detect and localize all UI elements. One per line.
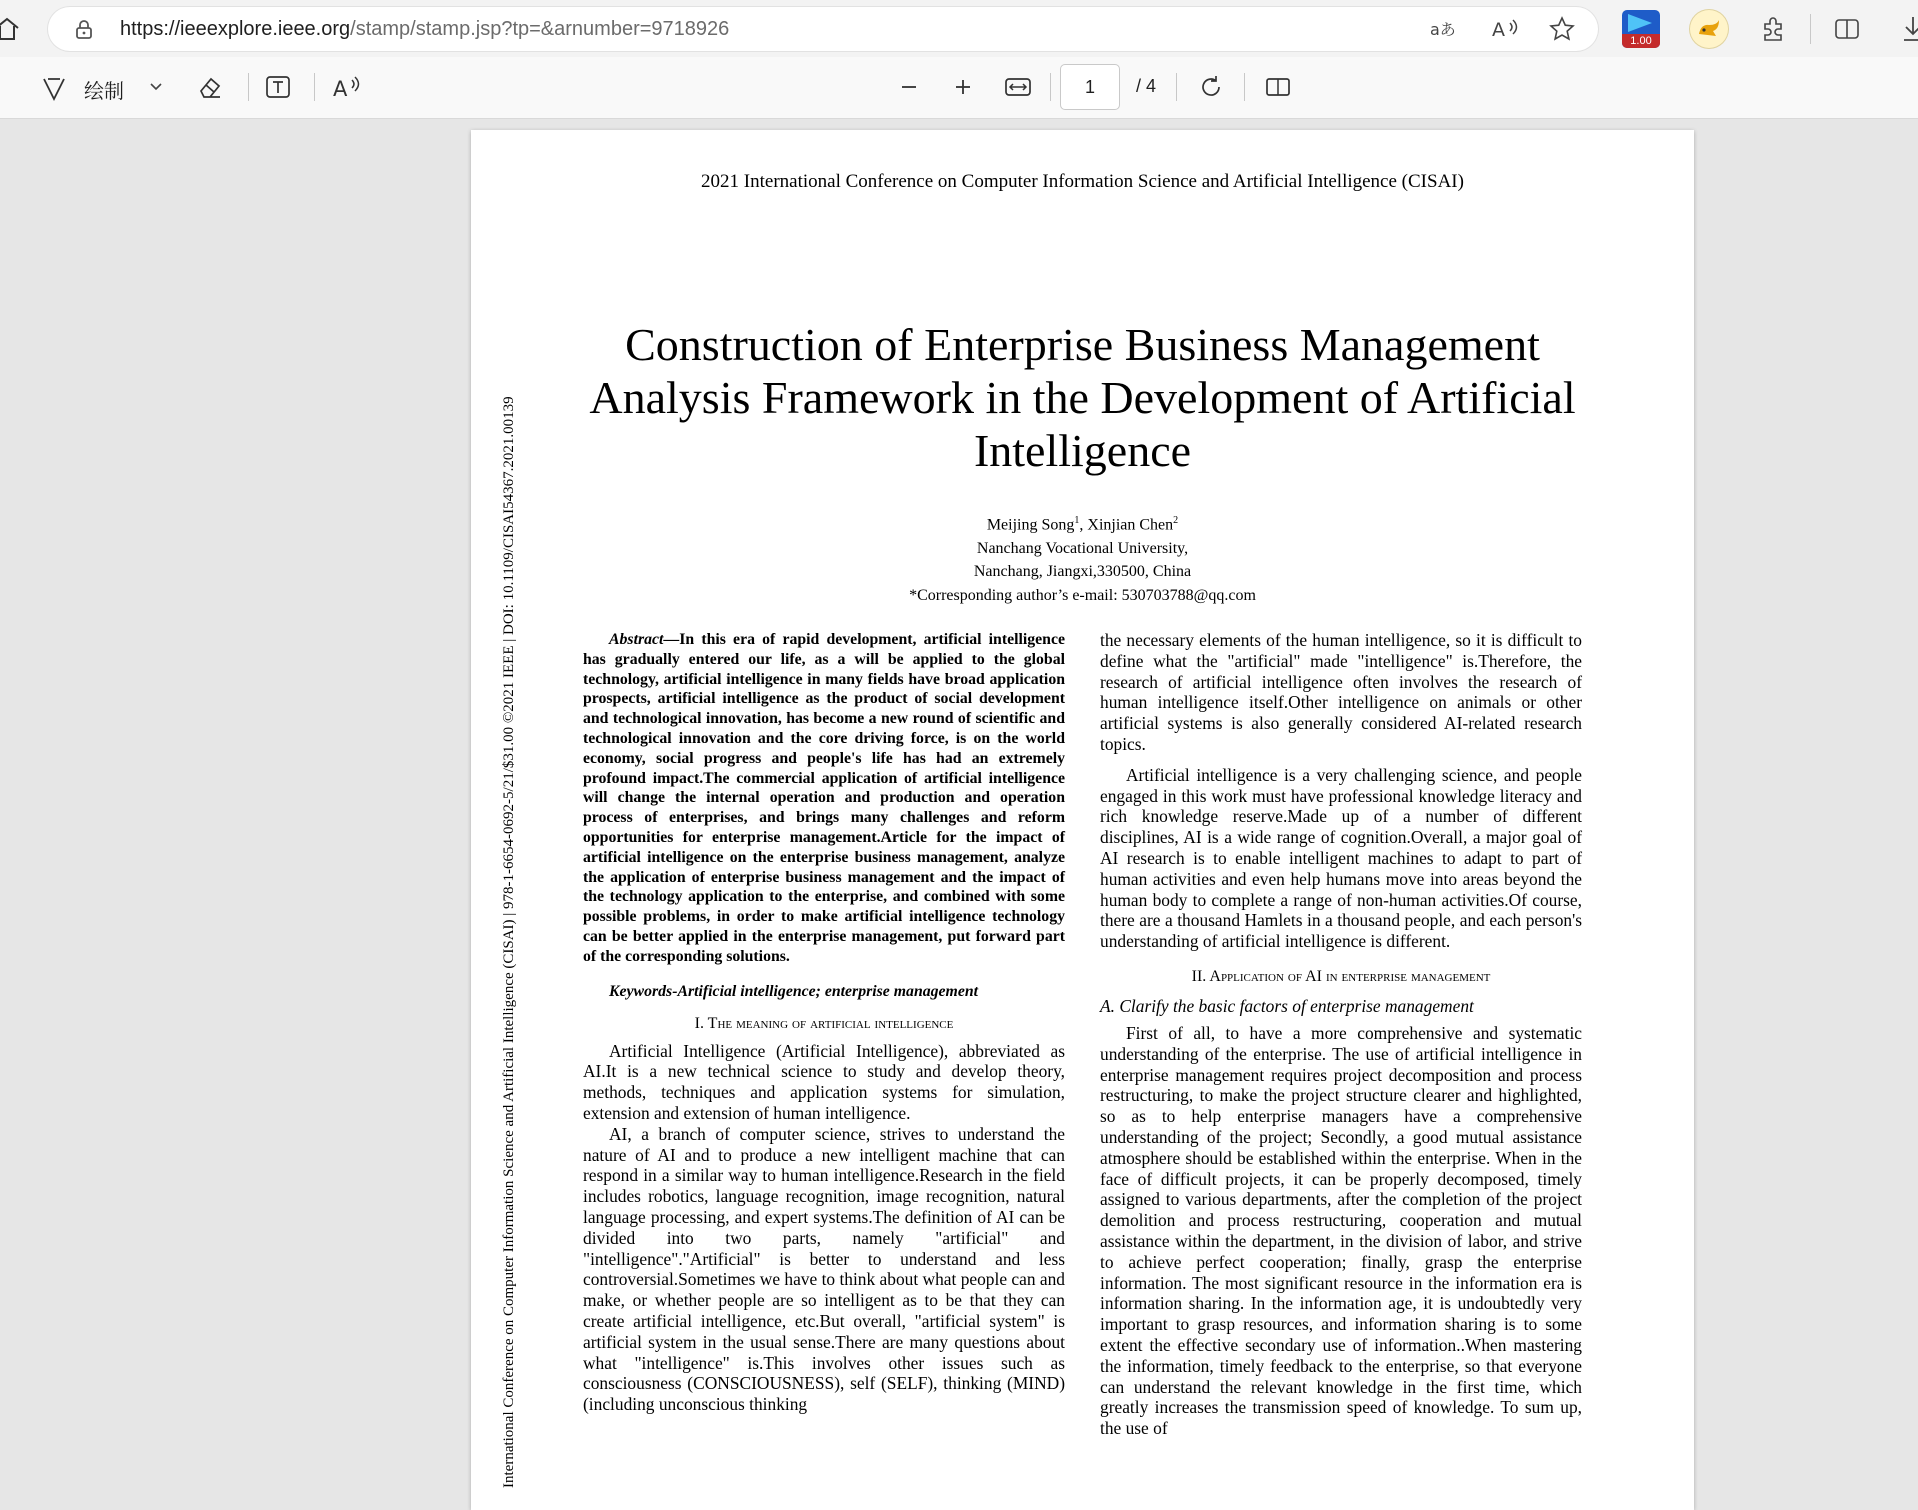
author-2-affil-mark: 2 — [1173, 515, 1179, 526]
lock-icon[interactable] — [74, 19, 94, 39]
browser-address-bar — [0, 0, 1918, 57]
doi-side-note: International Conference on Computer Information Science and Artificial Intelligence (CISAI) | 978-1-6654-0692-5/21/$31.00 ©2021 IEEE | DOI: 10.1109/CISAI54367.2021.00139 — [501, 396, 517, 1488]
toolbar-divider — [248, 73, 249, 101]
home-icon[interactable] — [0, 14, 22, 44]
url-text[interactable] — [120, 18, 729, 41]
zoom-out-icon[interactable] — [893, 71, 925, 103]
svg-text:aあ: aあ — [1430, 20, 1456, 39]
tampermonkey-extension-icon[interactable] — [1690, 10, 1728, 48]
abstract-body: —In this era of rapid development, artificial intelligence has gradually entered our life, as a will be applied to the global technology, artificial intelligence in many fields have broad application prospects, artificial intelligence as the product of social development and technological innovation, has become a new round of scientific and technological innovation and the core driving force, is on the world economy, social progress and people's life has had an extremely profound impact.The commercial application of artificial intelligence will change the internal operation and production and operation process of enterprises, and brings many challenges and reform opportunities for enterprise management.Article for the impact of artificial intelligence on the enterprise business management, analyze the application of enterprise business management and the impact of the technology application to the enterprise, and combined with some possible problems, in order to make artificial intelligence technology can be better applied in the enterprise management, put forward part of the corresponding solutions. — [583, 631, 1065, 965]
extension-logo-icon — [1628, 14, 1652, 32]
url-bar[interactable] — [48, 7, 1598, 51]
rotate-icon[interactable] — [1195, 71, 1227, 103]
right-paragraph-1: the necessary elements of the human intelligence, so it is difficult to define what the "artificial" made "intelligence" is.Therefore, the research of artificial intelligence often involves the research of human intelligence itself.Other intelligence on animals or other artificial systems is also generally considered AI-related research topics. — [1100, 630, 1582, 754]
keywords: Keywords-Artificial intelligence; enterprise management — [609, 982, 979, 1000]
author-names — [471, 509, 1694, 537]
subsection-a-heading: A. Clarify the basic factors of enterprise management — [1100, 995, 1474, 1016]
section-1-paragraph-1: Artificial Intelligence (Artificial Intelligence), abbreviated as AI.It is a new technical science to study and develop theory, methods, techniques and application systems for simulation, extension and extension of human intelligence. — [583, 1040, 1065, 1123]
pdf-toolbar — [0, 57, 1918, 119]
location: Nanchang, Jiangxi,330500, China — [973, 563, 1192, 581]
page-number-input[interactable]: 1 — [1060, 64, 1120, 110]
author-1-affil-mark: 1 — [1074, 515, 1080, 526]
url-path: /stamp/stamp.jsp?tp=&arnumber=9718926 — [350, 18, 730, 40]
section-1-paragraph-2: AI, a branch of computer science, strives to understand the nature of AI and to produce a new intelligent machine that can respond in a similar way to human intelligence.Research in the field includes robotics, language recognition, image recognition, natural language processing, and expert systems.The definition of AI can be divided into two parts, namely "artificial" and "intelligence"."Artificial" is better to understand and less controversial.Sometimes we have to think about what people can and make, or whether people are so intelligent as to be that they can create artificial intelligence, etc.But overall, "artificial system" is artificial system in the usual sense.There are many questions about what "intelligence" is.This involves other issues such as consciousness (CONSCIOUSNESS), self (SELF), thinking (MIND) (including unconscious thinking — [583, 1123, 1065, 1415]
chevron-down-icon[interactable] — [140, 71, 172, 103]
page-total: / 4 — [1136, 76, 1157, 96]
toolbar-divider — [1050, 73, 1051, 101]
draw-label[interactable]: 绘制 — [84, 81, 124, 103]
pdf-page — [471, 130, 1694, 1510]
zoom-in-icon[interactable] — [947, 71, 979, 103]
read-aloud-icon[interactable] — [330, 71, 362, 103]
fit-to-width-icon[interactable] — [1002, 71, 1034, 103]
url-host: https://ieeexplore.ieee.org — [120, 18, 351, 40]
author-2: Xinjian Chen — [1087, 516, 1174, 534]
right-paragraph-3: First of all, to have a more comprehensive and systematic understanding of the enterprise. The use of artificial intelligence in enterprise management requires project decomposition and process restructuring, to make the project structure clearer and highlighted, so as to help enterprise managers have a comprehensive understanding of the project; Secondly, a good mutual assistance atmosphere should be established within the enterprise. When in the face of difficult projects, it can be properly decomposed, timely assigned to various departments, after the completion of the project demolition and process restructuring, cooperation and mutual assistance within the department, in the division of labor, and strive to achieve perfect cooperation; finally, grasp the enterprise information. The most significant resource in the information era is information sharing. In the information age, it is undoubtedly very important to grasp resources, and information sharing is to some extent the effective secondary use of information..When mastering the information, timely feedback to the enterprise, so that everyone can understand the relevant knowledge in the first time, which greatly increases the transmission speed of knowledge. To sum up, the use of — [1100, 1022, 1582, 1439]
svg-text:A: A — [1492, 19, 1505, 41]
split-screen-icon[interactable] — [1830, 12, 1864, 46]
left-column — [583, 630, 1065, 1415]
paper-title: Construction of Enterprise Business Management Analysis Framework in the Development of Artificial Intelligence — [589, 319, 1576, 476]
extensions-puzzle-icon[interactable] — [1756, 12, 1790, 46]
author-block — [471, 509, 1694, 607]
page-view-icon[interactable] — [1262, 71, 1294, 103]
draw-icon[interactable] — [38, 71, 70, 103]
extension-badge-count: 1.00 — [1622, 34, 1660, 48]
toolbar-divider — [1244, 73, 1245, 101]
toolbar-divider — [314, 73, 315, 101]
text-box-icon[interactable] — [262, 71, 294, 103]
section-2-heading: II. Application of AI in enterprise management — [1191, 967, 1491, 985]
translate-icon[interactable] — [1428, 15, 1456, 43]
favorite-star-icon[interactable] — [1548, 15, 1576, 43]
corresponding-email: *Corresponding author’s e-mail: 530703788@qq.com — [909, 586, 1256, 604]
author-1: Meijing Song — [986, 516, 1075, 534]
conference-header: 2021 International Conference on Computer Information Science and Artificial Intelligence (CISAI) — [701, 171, 1464, 192]
right-paragraph-2: Artificial intelligence is a very challenging science, and people engaged in this work must have professional knowledge literacy and rich knowledge reserve.Made up of a number of different disciplines, AI is a wide range of cognition.Overall, a major goal of AI research is to enable intelligent machines to adapt to part of human activities and even help humans move into areas beyond the human body to complete a range of non-human activities.Of course, there are a thousand Hamlets in a thousand people, and each person's understanding of artificial intelligence is different. — [1100, 764, 1582, 952]
section-1-heading: I. The meaning of artificial intelligence — [694, 1014, 954, 1032]
abstract-lead: Abstract — [609, 631, 664, 648]
extension-badge-button[interactable] — [1622, 10, 1660, 48]
downloads-icon[interactable] — [1896, 12, 1918, 46]
toolbar-divider — [1810, 14, 1811, 44]
toolbar-divider — [1176, 73, 1177, 101]
right-column — [1100, 630, 1582, 1439]
abstract — [583, 630, 1065, 967]
svg-text:A: A — [333, 77, 348, 101]
author-separator: , — [1079, 516, 1088, 534]
eraser-icon[interactable] — [194, 71, 226, 103]
affiliation: Nanchang Vocational University, — [976, 539, 1189, 557]
read-aloud-icon[interactable] — [1490, 15, 1518, 43]
